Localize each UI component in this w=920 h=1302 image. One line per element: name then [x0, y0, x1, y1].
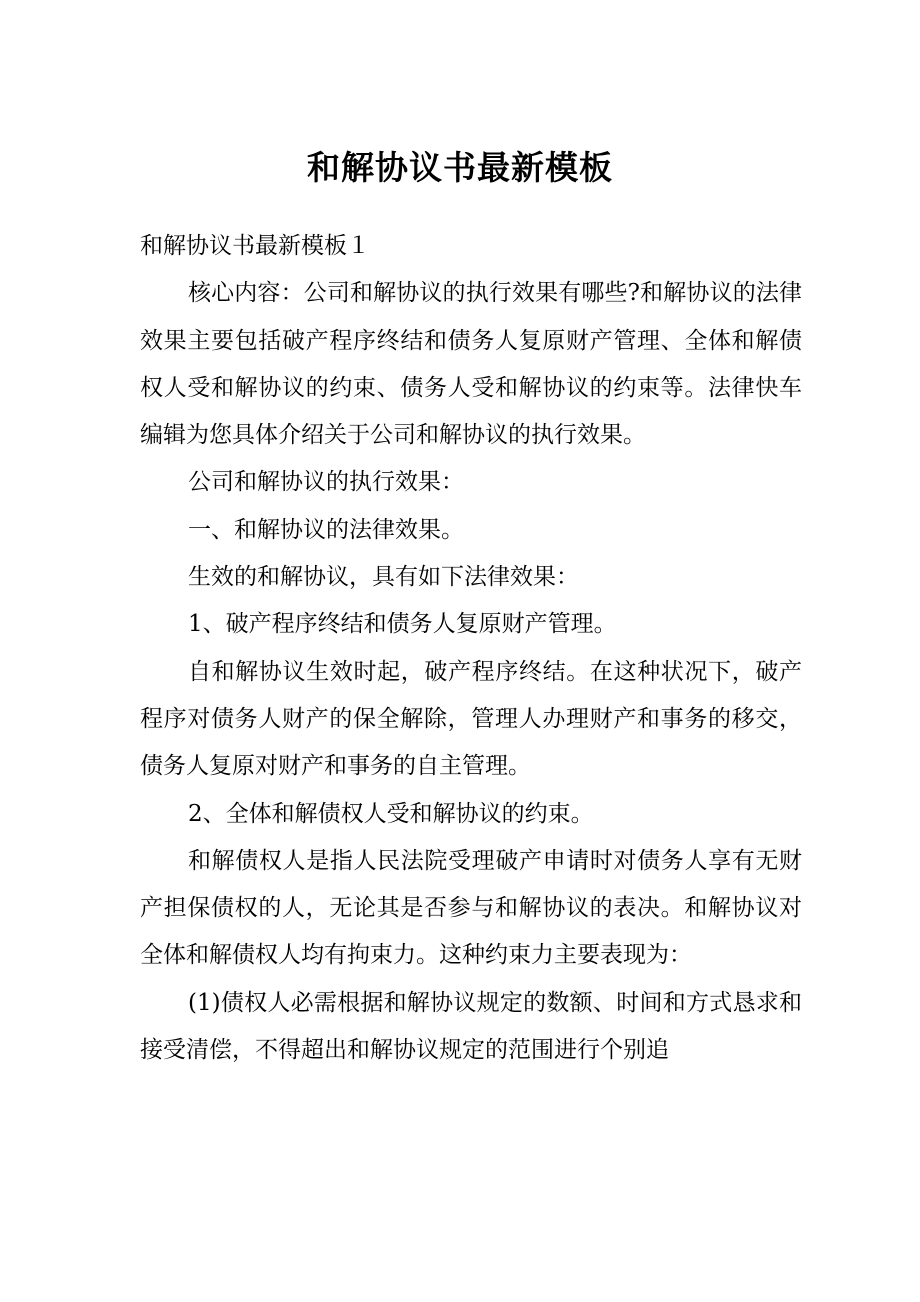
document-title: 和解协议书最新模板: [307, 148, 613, 187]
paragraph: 一、和解协议的法律效果。: [188, 516, 464, 543]
paragraph: 2、全体和解债权人受和解协议的约束。: [188, 800, 594, 827]
paragraph: 1、破产程序终结和债务人复原财产管理。: [188, 611, 617, 638]
paragraph: 自和解协议生效时起，破产程序终结。在这种状况下，破产程序对债务人财产的保全解除，管理人办理财产和事务的移交，债务人复原对财产和事务的自主管理。: [140, 658, 802, 780]
paragraph: 核心内容：公司和解协议的执行效果有哪些?和解协议的法律效果主要包括破产程序终结和债务人复原财产管理、全体和解债权人受和解协议的约束、债务人受和解协议的约束等。法律快车编辑为您具体介绍关于公司和解协议的执行效果。: [140, 280, 802, 449]
paragraph: (1)债权人必需根据和解协议规定的数额、时间和方式恳求和接受清偿，不得超出和解协议规定的范围进行个别追: [140, 989, 802, 1064]
paragraph: 公司和解协议的执行效果：: [188, 469, 464, 496]
paragraph: 和解协议书最新模板１: [140, 233, 370, 259]
document-body: [140, 223, 802, 1074]
paragraph: 和解债权人是指人民法院受理破产申请时对债务人享有无财产担保债权的人，无论其是否参与和解协议的表决。和解协议对全体和解债权人均有拘束力。这种约束力主要表现为：: [140, 847, 802, 969]
paragraph: 生效的和解协议，具有如下法律效果：: [188, 564, 579, 591]
